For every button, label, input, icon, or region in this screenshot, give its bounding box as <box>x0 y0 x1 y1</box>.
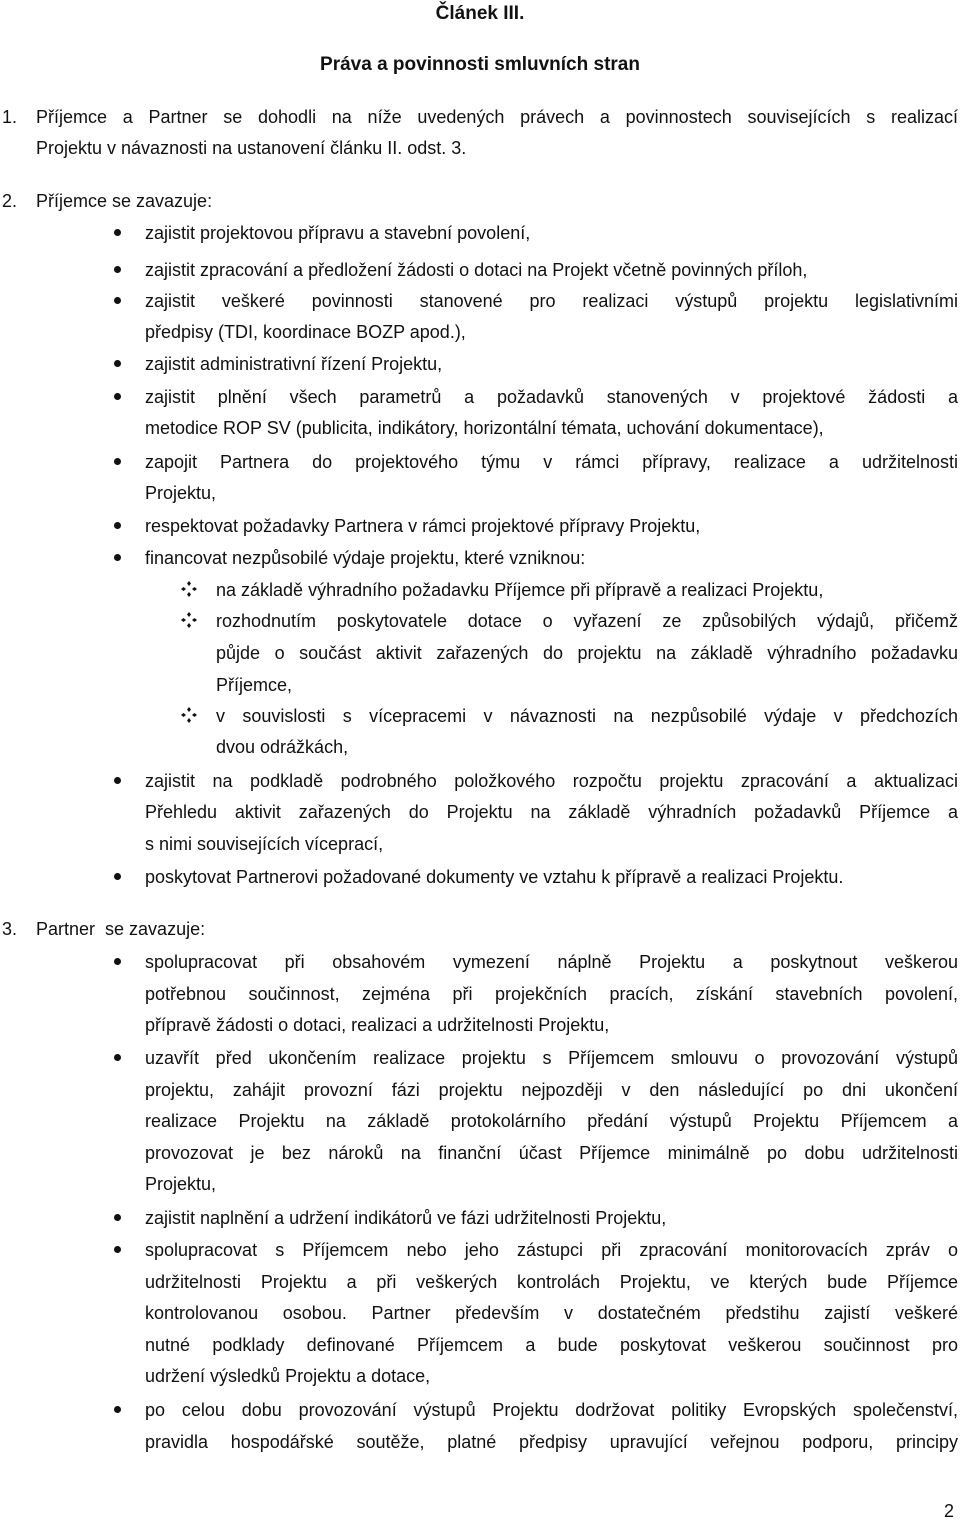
list-item-line: nutné podklady definované Příjemcem a bude poskytovat veškerou součinnost pro <box>145 1335 958 1355</box>
list-item-line: zajistit projektovou přípravu a stavební povolení, <box>145 223 531 243</box>
list-item-line: zajistit na podkladě podrobného položkového rozpočtu projektu zpracování a aktualizaci <box>145 771 958 791</box>
list-item-line: uzavřít před ukončením realizace projektu s Příjemcem smlouvu o provozování výstupů <box>145 1048 958 1068</box>
page-number: 2 <box>943 1501 954 1521</box>
list-item-line: projektu, zahájit provozní fázi projektu nejpozději v den následující po dni ukončení <box>145 1080 958 1100</box>
section-intro: Příjemce se zavazuje: <box>36 191 213 211</box>
list-item-line: zajistit veškeré povinnosti stanovené pro realizaci výstupů projektu legislativními <box>145 291 958 311</box>
sublist-item-line: půjde o součást aktivit zařazených do projektu na základě výhradního požadavku <box>216 643 958 663</box>
diamond-bullet-icon <box>180 580 198 598</box>
sublist-item-line: rozhodnutím poskytovatele dotace o vyřazení ze způsobilých výdajů, přičemž <box>216 611 958 631</box>
sublist-item-line: v souvislosti s vícepracemi v návaznosti na nezpůsobilé výdaje v předchozích <box>216 706 958 726</box>
bullet-icon <box>114 873 121 880</box>
bullet-icon <box>114 777 121 784</box>
bullet-icon <box>114 393 121 400</box>
list-item-line: Projektu, <box>145 483 217 503</box>
list-item-line: zajistit naplnění a udržení indikátorů ve fázi udržitelnosti Projektu, <box>145 1208 667 1228</box>
bullet-icon <box>114 360 121 367</box>
section-intro: Partner se zavazuje: <box>36 919 206 939</box>
list-item-line: po celou dobu provozování výstupů Projektu dodržovat politiky Evropských společenství, <box>145 1400 958 1420</box>
sublist-item-line: dvou odrážkách, <box>216 737 349 757</box>
sublist-item-line: Příjemce, <box>216 675 293 695</box>
list-item-line: zajistit administrativní řízení Projektu, <box>145 354 443 374</box>
paragraph-line: Projektu v návaznosti na ustanovení článku II. odst. 3. <box>36 138 467 158</box>
list-item-line: pravidla hospodářské soutěže, platné předpisy upravující veřejnou podporu, principy <box>145 1432 958 1452</box>
bullet-icon <box>114 1406 121 1413</box>
list-item-line: udržení výsledků Projektu a dotace, <box>145 1366 431 1386</box>
bullet-icon <box>114 554 121 561</box>
bullet-icon <box>114 1214 121 1221</box>
section-number: 1. <box>2 107 18 127</box>
bullet-icon <box>114 297 121 304</box>
article-subtitle: Práva a povinnosti smluvních stran <box>320 54 640 75</box>
list-item-line: kontrolovanou osobou. Partner především v dostatečném předstihu zajistí veškeré <box>145 1303 958 1323</box>
list-item-line: spolupracovat při obsahovém vymezení náplně Projektu a poskytnout veškerou <box>145 952 958 972</box>
bullet-icon <box>114 1246 121 1253</box>
bullet-icon <box>114 958 121 965</box>
list-item-line: respektovat požadavky Partnera v rámci projektové přípravy Projektu, <box>145 516 701 536</box>
list-item-line: realizace Projektu na základě protokolárního předání výstupů Projektu Příjemcem a <box>145 1111 958 1131</box>
sublist-item-line: na základě výhradního požadavku Příjemce při přípravě a realizaci Projektu, <box>216 580 824 600</box>
paragraph-line: Příjemce a Partner se dohodli na níže uvedených právech a povinnostech souvisejících s realizací <box>36 107 958 127</box>
section-number: 3. <box>2 919 18 939</box>
list-item-line: předpisy (TDI, koordinace BOZP apod.), <box>145 322 466 342</box>
list-item-line: poskytovat Partnerovi požadované dokumenty ve vztahu k přípravě a realizaci Projektu. <box>145 867 844 887</box>
list-item-line: přípravě žádosti o dotaci, realizaci a udržitelnosti Projektu, <box>145 1015 610 1035</box>
list-item-line: s nimi souvisejících víceprací, <box>145 834 384 854</box>
list-item-line: Projektu, <box>145 1174 217 1194</box>
list-item-line: zajistit zpracování a předložení žádosti o dotaci na Projekt včetně povinných příloh, <box>145 260 808 280</box>
list-item-line: Přehledu aktivit zařazených do Projektu na základě výhradních požadavků Příjemce a <box>145 802 958 822</box>
bullet-icon <box>114 266 121 273</box>
list-item-line: provozovat je bez nároků na finanční účast Příjemce minimálně po dobu udržitelnosti <box>145 1143 958 1163</box>
list-item-line: potřebnou součinnost, zejména při projekčních pracích, získání stavebních povolení, <box>145 984 958 1004</box>
article-title: Článek III. <box>435 3 525 24</box>
list-item-line: metodice ROP SV (publicita, indikátory, horizontální témata, uchování dokumentace), <box>145 418 824 438</box>
section-number: 2. <box>2 191 18 211</box>
bullet-icon <box>114 458 121 465</box>
bullet-icon <box>114 522 121 529</box>
bullet-icon <box>114 229 121 236</box>
diamond-bullet-icon <box>180 611 198 629</box>
diamond-bullet-icon <box>180 706 198 724</box>
list-item-line: udržitelnosti Projektu a při veškerých kontrolách Projektu, ve kterých bude Příjemce <box>145 1272 958 1292</box>
bullet-icon <box>114 1054 121 1061</box>
list-item-line: zapojit Partnera do projektového týmu v rámci přípravy, realizace a udržitelnosti <box>145 452 958 472</box>
list-item-line: financovat nezpůsobilé výdaje projektu, které vzniknou: <box>145 548 586 568</box>
list-item-line: spolupracovat s Příjemcem nebo jeho zástupci při zpracování monitorovacích zpráv o <box>145 1240 958 1260</box>
list-item-line: zajistit plnění všech parametrů a požadavků stanovených v projektové žádosti a <box>145 387 958 407</box>
